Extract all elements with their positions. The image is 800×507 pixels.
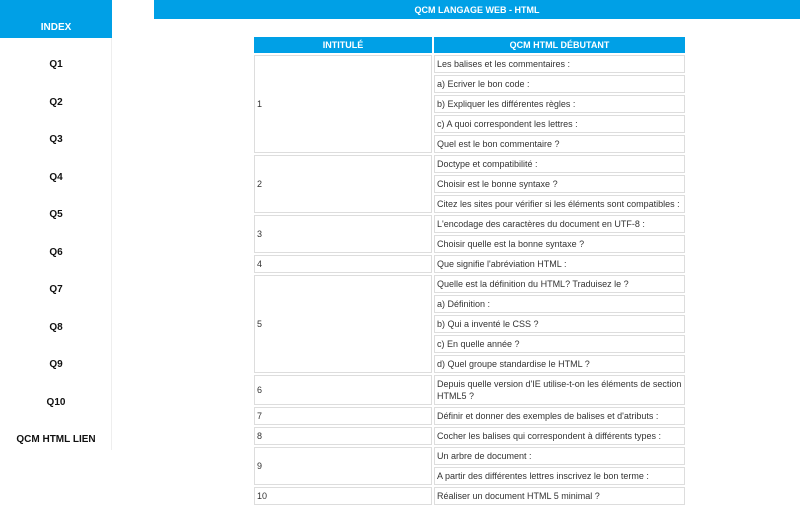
sidebar-item-q3[interactable]: Q3 [49,133,63,145]
question-cell: Doctype et compatibilité : [434,155,685,173]
row-number: 7 [254,407,432,425]
table-row [254,215,685,233]
row-number: 6 [254,375,432,405]
row-number: 8 [254,427,432,445]
question-cell: Choisir est le bonne syntaxe ? [434,175,685,193]
question-cell: Que signifie l'abréviation HTML : [434,255,685,273]
sidebar-item-q4[interactable]: Q4 [49,171,63,183]
table-row [254,155,685,173]
question-cell: Choisir quelle est la bonne syntaxe ? [434,235,685,253]
sidebar-item-qcm-html-lien[interactable]: QCM HTML LIEN [16,433,96,445]
question-cell: a) Définition : [434,295,685,313]
sidebar-item-q1[interactable]: Q1 [49,58,63,70]
row-number: 1 [254,55,432,153]
question-cell: Définir et donner des exemples de balises et d'atributs : [434,407,685,425]
question-cell: L'encodage des caractères du document en UTF-8 : [434,215,685,233]
page-title: QCM LANGAGE WEB - HTML [154,0,800,19]
table-row [254,55,685,73]
row-number: 5 [254,275,432,373]
question-cell: Un arbre de document : [434,447,685,465]
row-number: 9 [254,447,432,485]
table-header-row [254,37,685,53]
sidebar-item-q7[interactable]: Q7 [49,283,63,295]
question-cell: Réaliser un document HTML 5 minimal ? [434,487,685,505]
row-number: 2 [254,155,432,213]
question-cell: Quel est le bon commentaire ? [434,135,685,153]
sidebar [0,0,112,450]
question-cell: Depuis quelle version d'IE utilise-t-on les éléments de section HTML5 ? [434,375,685,405]
question-cell: Cocher les balises qui correspondent à différents types : [434,427,685,445]
sidebar-item-q5[interactable]: Q5 [49,208,63,220]
question-cell: d) Quel groupe standardise le HTML ? [434,355,685,373]
question-cell: b) Qui a inventé le CSS ? [434,315,685,333]
table-row [254,375,685,405]
sidebar-item-q6[interactable]: Q6 [49,246,63,258]
table-row [254,275,685,293]
sidebar-item-q10[interactable]: Q10 [46,396,66,408]
question-cell: Quelle est la définition du HTML? Traduisez le ? [434,275,685,293]
sidebar-item-q8[interactable]: Q8 [49,321,63,333]
question-cell: c) En quelle année ? [434,335,685,353]
row-number: 4 [254,255,432,273]
question-cell: Citez les sites pour vérifier si les éléments sont compatibles : [434,195,685,213]
row-number: 10 [254,487,432,505]
table-row [254,255,685,273]
question-cell: c) A quoi correspondent les lettres : [434,115,685,133]
question-cell: b) Expliquer les différentes règles : [434,95,685,113]
question-cell: a) Ecriver le bon code : [434,75,685,93]
sidebar-item-q2[interactable]: Q2 [49,96,63,108]
row-number: 3 [254,215,432,253]
question-cell: Les balises et les commentaires : [434,55,685,73]
sidebar-item-q9[interactable]: Q9 [49,358,63,370]
sidebar-item-index[interactable]: INDEX [0,0,112,38]
question-cell: A partir des différentes lettres inscrivez le bon terme : [434,467,685,485]
column-header-intitule: INTITULÉ [254,37,432,53]
column-header-qcm: QCM HTML DÉBUTANT [434,37,685,53]
table-row [254,487,685,505]
table-row [254,407,685,425]
table-row [254,427,685,445]
qcm-table [252,35,687,507]
